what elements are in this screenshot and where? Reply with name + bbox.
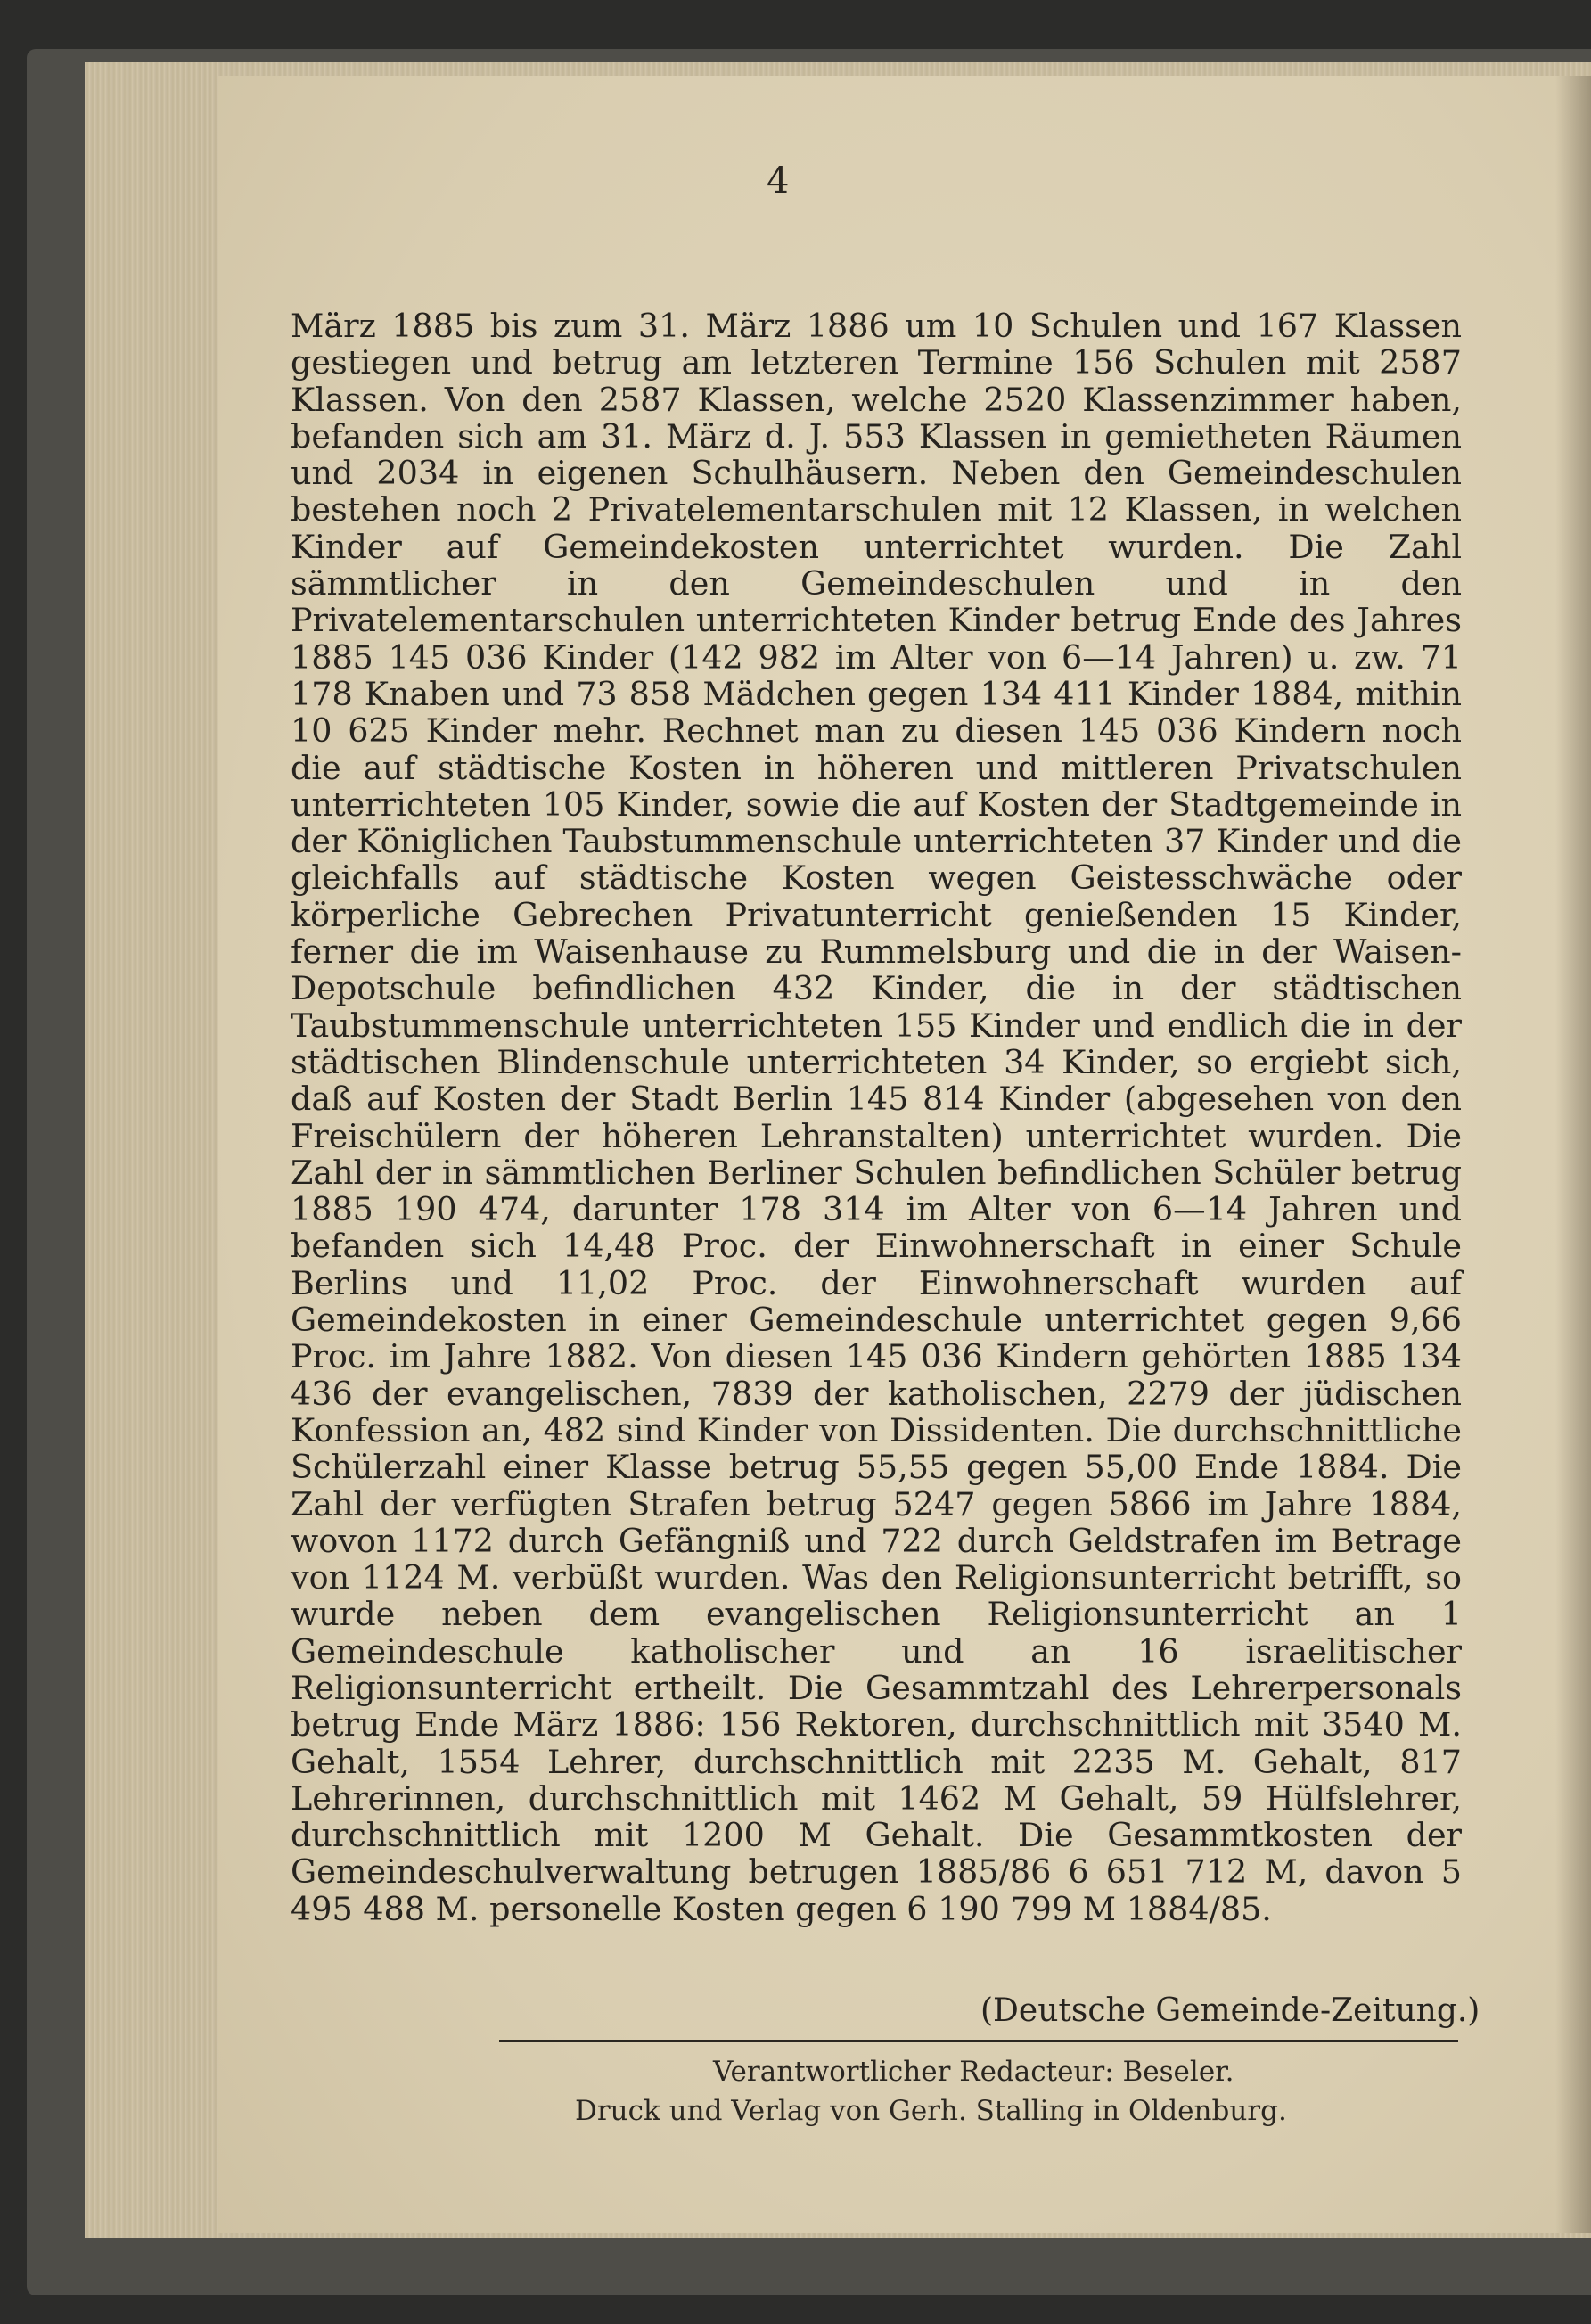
editor-line: Verantwortlicher Redacteur: Beseler. bbox=[713, 2056, 1234, 2088]
body-paragraph: März 1885 bis zum 31. März 1886 um 10 Schulen und 167 Klassen gestiegen und betrug am letzteren Termine 156 Schulen mit 2587 Klassen. Von den 2587 Klassen, welche 2520 Klassenzimmer haben, befanden sich am 31. März d. J. 553 Klassen in gemietheten Räumen und 2034 in eigenen Schulhäusern. Neben den Gemeindeschulen bestehen noch 2 Privatelementarschulen mit 12 Klassen, in welchen Kinder auf Gemeindekosten unterrichtet wurden. Die Zahl sämmtlicher in den Gemeindeschulen und in den Privatelementarschulen unterrichteten Kinder betrug Ende des Jahres 1885 145 036 Kinder (142 982 im Alter von 6—14 Jahren) u. zw. 71 178 Knaben und 73 858 Mädchen gegen 134 411 Kinder 1884, mithin 10 625 Kinder mehr. Rechnet man zu diesen 145 036 Kindern noch die auf städtische Kosten in höheren und mittleren Privatschulen unterrichteten 105 Kinder, sowie die auf Kosten der Stadtgemeinde in der Königlichen Taubstummenschule unterrichteten 37 Kinder und die gleichfalls auf städtische Kosten wegen Geistesschwäche oder körperliche Gebrechen Privatunterricht genießenden 15 Kinder, ferner die im Waisenhause zu Rummelsburg und die in der Waisen-Depotschule befindlichen 432 Kinder, die in der städtischen Taubstummenschule unterrichteten 155 Kinder und endlich die in der städtischen Blindenschule unterrichteten 34 Kinder, so ergiebt sich, daß auf Kosten der Stadt Berlin 145 814 Kinder (abgesehen von den Freischülern der höheren Lehranstalten) unterrichtet wurden. Die Zahl der in sämmtlichen Berliner Schulen befindlichen Schüler betrug 1885 190 474, darunter 178 314 im Alter von 6—14 Jahren und befanden sich 14,48 Proc. der Einwohnerschaft in einer Schule Berlins und 11,02 Proc. der Einwohnerschaft wurden auf Gemeindekosten in einer Gemeindeschule unterrichtet gegen 9,66 Proc. im Jahre 1882. Von diesen 145 036 Kindern gehörten 1885 134 436 der evangelischen, 7839 der katholischen, 2279 der jüdischen Konfession an, 482 sind Kinder von Dissidenten. Die durchschnittliche Schülerzahl einer Klasse betrug 55,55 gegen 55,00 Ende 1884. Die Zahl der verfügten Strafen betrug 5247 gegen 5866 im Jahre 1884, wovon 1172 durch Gefängniß und 722 durch Geldstrafen im Betrage von 1124 M. verbüßt wurden. Was den Religionsunterricht betrifft, so wurde neben dem evangelischen Religionsunterricht an 1 Gemeindeschule katholischer und an 16 israelitischer Religionsunterricht ertheilt. Die Gesammtzahl des Lehrerpersonals betrug Ende März 1886: 156 Rektoren, durchschnittlich mit 3540 M. Gehalt, 1554 Lehrer, durchschnittlich mit 2235 M. Gehalt, 817 Lehrerinnen, durchschnittlich mit 1462 M Gehalt, 59 Hülfslehrer, durchschnittlich mit 1200 M Gehalt. Die Gesammtkosten der Gemeindeschulverwaltung betrugen 1885/86 6 651 712 M, davon 5 495 488 M. personelle Kosten gegen 6 190 799 M 1884/85. bbox=[291, 307, 1462, 1928]
page-number: 4 bbox=[767, 160, 790, 201]
source-citation: (Deutsche Gemeinde-Zeitung.) bbox=[980, 1992, 1480, 2029]
footer-rule bbox=[499, 2040, 1458, 2042]
spine-shadow bbox=[1555, 76, 1591, 2233]
printer-line: Druck und Verlag von Gerh. Stalling in Oldenburg. bbox=[575, 2095, 1287, 2127]
